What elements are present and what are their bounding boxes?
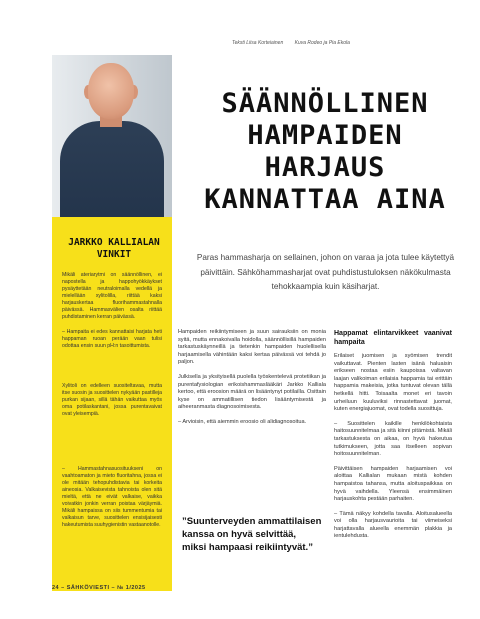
tips-sidebar bbox=[52, 217, 172, 591]
body-paragraph: – Arvioisin, että aiemmin eroosio oli alidiagnosoitua. bbox=[178, 418, 307, 425]
body-paragraph: Erilaiset juomisen ja syömisen trendit vaikuttavat. Pienten lasten isänä haluaisin erikseen nostaa esiin kaupoissa valtavan laajan valikoiman erilaisia happamia tai erittäin happamia makeisia, jotka tuntuvat olevan tällä hetkellä hitti. Toisaalta monet eri tavoin urheiluun kuuluviksi rinnastettavat juomat, kuten energiajuomat, ovat todella suosittuja. bbox=[334, 353, 452, 413]
body-column-2 bbox=[334, 329, 452, 548]
section-heading: Happamat elintarvikkeet vaanivat hampaita bbox=[334, 330, 452, 346]
sidebar-heading: JARKKO KALLIALAN VINKIT bbox=[68, 237, 160, 260]
credits bbox=[232, 40, 360, 46]
title-line: HARJAUS bbox=[264, 152, 386, 183]
page-footer: 24 – SÄHKÖVIESTI – № 1/2025 bbox=[52, 585, 146, 591]
sidebar-paragraph: – Hammastahnasuosituukseni on vaahtoamaton ja mieto fluoritahna, jossa ei ole mitään tehopuhdistavia tai korkeita aineosia. Valkaisevista tahnoista olen sitä mieltä, että ne eivät valkaise, vaikka voivatkin jonkin verran poistaa värjäymiä. Mikäli hampaissa on siis tummentumia tai valkaisun tarve, suosittelen ensisijaisesti hakeutumista suuhygienistin vastaanotolle. bbox=[62, 466, 162, 528]
body-paragraph: Julkisella ja yksityisellä puolella työskentelevä protetiikan ja purentafysiologian erikoishammaslääkäri Jarkko Kalliala kertoo, että eroosion määrä on lisääntynyt potilailla. Osittain kyse on ammatillisen tiedon lisääntymisestä ja aiheeranmasta diagnosoimisesta. bbox=[178, 373, 327, 411]
photo-credit: Kuva Rodeo ja Pia Ekola bbox=[294, 40, 350, 46]
body-paragraph: Päivittäisen hampaiden harjaamisen voi aloittaa Kallialan mukaan mistä kohden hampaistoa tahansa, mutta aloituspaikkaa on hyvä vaihdella. Yleensä ensimmäinen harjauskohta pestään parhaiten. bbox=[334, 465, 452, 503]
text-credit: Teksti Liisa Korteiainen bbox=[232, 40, 284, 46]
sidebar-paragraph: Xylitoli on edelleen suositeltavaa, mutta itse suosin ja suosittelen nykyään pastilleja purkan sijaan, sillä tähän vaikuttaa myös oma potilaskantani, jossa purentavaivat ovat yleisempiä. bbox=[62, 383, 162, 417]
title-line: HAMPAIDEN bbox=[247, 120, 403, 151]
pull-quote: ”Suunterveyden ammattilaisen kanssa on hyvä selvittää, miksi hampaasi reikiintyvät.” bbox=[182, 516, 322, 553]
body-paragraph: – Tämä näkyy kohdella tavalla. Aloitusalueella voi olla harjausvaurioita tai viimeiseksi harjattavalla alueella enemmän plakkia ja ientulehdusta. bbox=[334, 510, 452, 540]
lead-paragraph: Paras hammasharja on sellainen, johon on varaa ja jota tulee käytettyä päivittäin. Sähköhammasharjat ovat puhdistustuloksen näkökulmasta tehokkaampia kuin käsiharjat. bbox=[196, 253, 455, 291]
portrait-photo bbox=[52, 55, 172, 217]
sidebar-paragraph: – Hampaita ei edes kannattaisi harjata heti happaman ruoan perään vaan tulisi odottaa ensin suun pH:n tasoittumista. bbox=[62, 329, 162, 349]
body-paragraph: Hampaiden reikiintymiseen ja suun sairauksiin on monia syitä, mutta ennakoivalla hoidolla, säännöllisillä hampaiden tarkastuskäynneillä ja tietenkin hampaiden huolellisella harjaamisella vähintään kaksi kertaa päivässä voi tehdä jo paljon. bbox=[178, 329, 326, 366]
sidebar-paragraph: Mikäli ateriarytmi on säännöllinen, ei napostella ja happohyökkäykset pysäyttetään neutraloimalla vedellä ja mielellään xylitolilla, riittää kaksi harjauskertaa fluorihammastahnalla päivässä. Hammasvälien osalta riittää puhdistaminen kerran päivässä. bbox=[62, 272, 162, 320]
body-paragraph: – Suosittelen kaikille henkilökohtaista haitosuunnitelmaa ja sitä kiinni pitämistä. Mikäli tarkastuksesta on aikaa, on hyvä hakeutua tutkimukseen, jotta saa itselleen sopivan hoitosuunnitelman. bbox=[334, 420, 452, 458]
title-line: KANNATTAA AINA bbox=[204, 184, 446, 215]
body-column-1 bbox=[178, 329, 326, 434]
article-title bbox=[190, 88, 460, 216]
title-line: SÄÄNNÖLLINEN bbox=[221, 88, 429, 119]
